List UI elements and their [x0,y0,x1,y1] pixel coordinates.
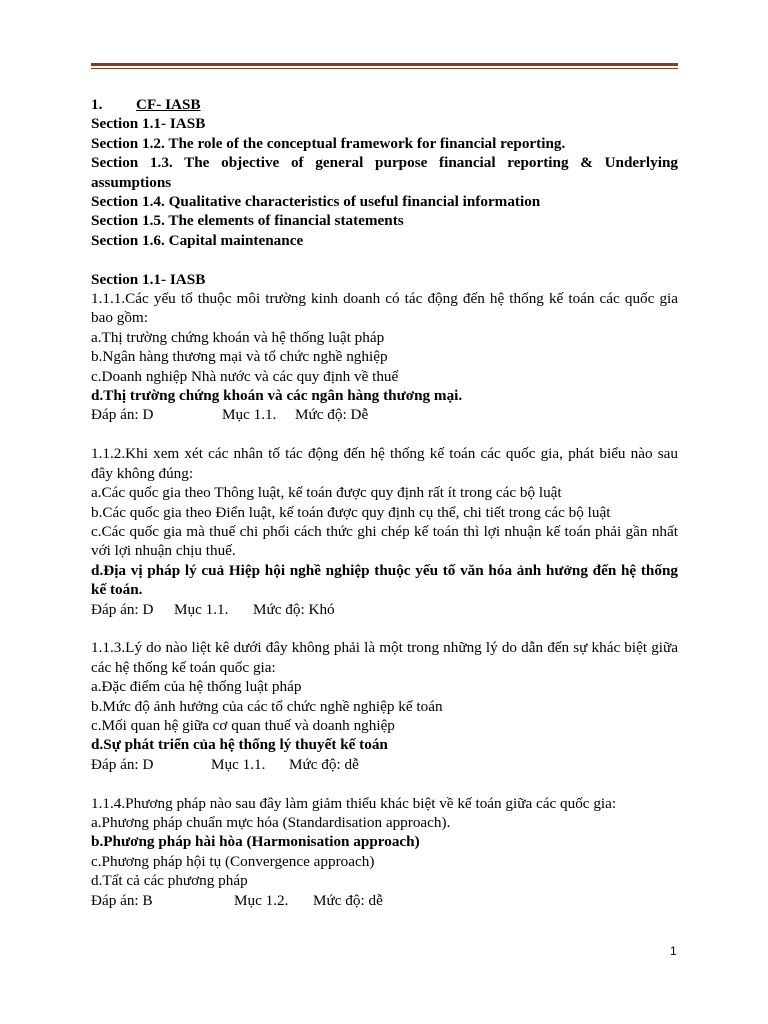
toc-item: Section 1.3. The objective of general purpose financial reporting & Underlying assumptions [91,154,678,191]
answer-difficulty: Mức độ: Dễ [295,406,369,424]
answer-key: Đáp án: D [91,406,154,424]
question-option: b.Ngân hàng thương mại và tổ chức nghề nghiệp [91,348,388,366]
toc-item: Section 1.6. Capital maintenance [91,231,304,249]
question-option: a.Đặc điểm của hệ thống luật pháp [91,678,302,696]
chapter-title: CF- IASB [136,96,201,113]
question-stem: 1.1.2.Khi xem xét các nhân tố tác động đến hệ thống kế toán các quốc gia, phát biểu nào sau đây không đúng: [91,445,678,482]
question-option: a.Phương pháp chuẩn mực hóa (Standardisation approach). [91,813,451,831]
answer-line [91,755,678,774]
question-option: b.Các quốc gia theo Điển luật, kế toán được quy định cụ thể, chi tiết trong các bộ luật [91,503,611,521]
answer-difficulty: Mức độ: Khó [253,600,335,618]
toc-item: Section 1.2. The role of the conceptual framework for financial reporting. [91,134,566,152]
question-stem: 1.1.1.Các yếu tố thuộc môi trường kinh doanh có tác động đến hệ thống kế toán các quốc gia bao gồm: [91,290,678,327]
question-option-correct: d.Sự phát triển của hệ thống lý thuyết kế toán [91,736,388,754]
section-title: Section 1.1- IASB [91,270,206,288]
question-stem: 1.1.3.Lý do nào liệt kê dưới đây không phải là một trong những lý do dẫn đến sự khác biệt giữa các hệ thống kế toán quốc gia: [91,639,678,676]
document-body [91,95,678,910]
answer-section: Mục 1.1. [211,755,266,773]
answer-line [91,891,678,910]
question-option: c.Mối quan hệ giữa cơ quan thuế và doanh nghiệp [91,716,395,734]
answer-difficulty: Mức độ: dễ [313,891,383,909]
question-option: a.Thị trường chứng khoán và hệ thống luật pháp [91,328,385,346]
question-option-correct: b.Phương pháp hài hòa (Harmonisation approach) [91,833,420,851]
question-stem: 1.1.4.Phương pháp nào sau đây làm giảm thiểu khác biệt về kế toán giữa các quốc gia: [91,794,617,812]
header-rule-thin [91,68,678,69]
question-option: a.Các quốc gia theo Thông luật, kế toán được quy định rất ít trong các bộ luật [91,484,562,502]
answer-difficulty: Mức độ: dễ [289,755,359,773]
toc-item: Section 1.1- IASB [91,115,206,133]
question-option-correct: d.Thị trường chứng khoán và các ngân hàng thương mại. [91,387,463,405]
toc-item: Section 1.4. Qualitative characteristics of useful financial information [91,193,541,211]
question-option-correct: d.Địa vị pháp lý cuả Hiệp hội nghề nghiệp thuộc yếu tố văn hóa ảnh hưởng đến hệ thống kế toán. [91,561,678,599]
answer-key: Đáp án: B [91,891,153,909]
answer-section: Mục 1.1. [222,406,277,424]
answer-section: Mục 1.1. [174,600,229,618]
question-option: c.Phương pháp hội tụ (Convergence approach) [91,852,375,870]
answer-key: Đáp án: D [91,600,154,618]
header-rule-thick [91,63,678,66]
question-option: d.Tất cả các phương pháp [91,872,248,890]
chapter-heading [91,95,678,114]
answer-line [91,405,678,424]
page-number: 1 [670,944,677,958]
question-option: c.Các quốc gia mà thuế chi phối cách thức ghi chép kế toán thì lợi nhuận kế toán phải gần nhất với lợi nhuận chịu thuế. [91,522,678,560]
chapter-number: 1. [91,96,103,113]
question-option: c.Doanh nghiệp Nhà nước và các quy định về thuế [91,367,399,385]
answer-key: Đáp án: D [91,755,154,773]
answer-section: Mục 1.2. [234,891,289,909]
answer-line [91,600,678,619]
question-option: b.Mức độ ảnh hưởng của các tổ chức nghề nghiệp kế toán [91,697,443,715]
toc-item: Section 1.5. The elements of financial statements [91,212,404,230]
